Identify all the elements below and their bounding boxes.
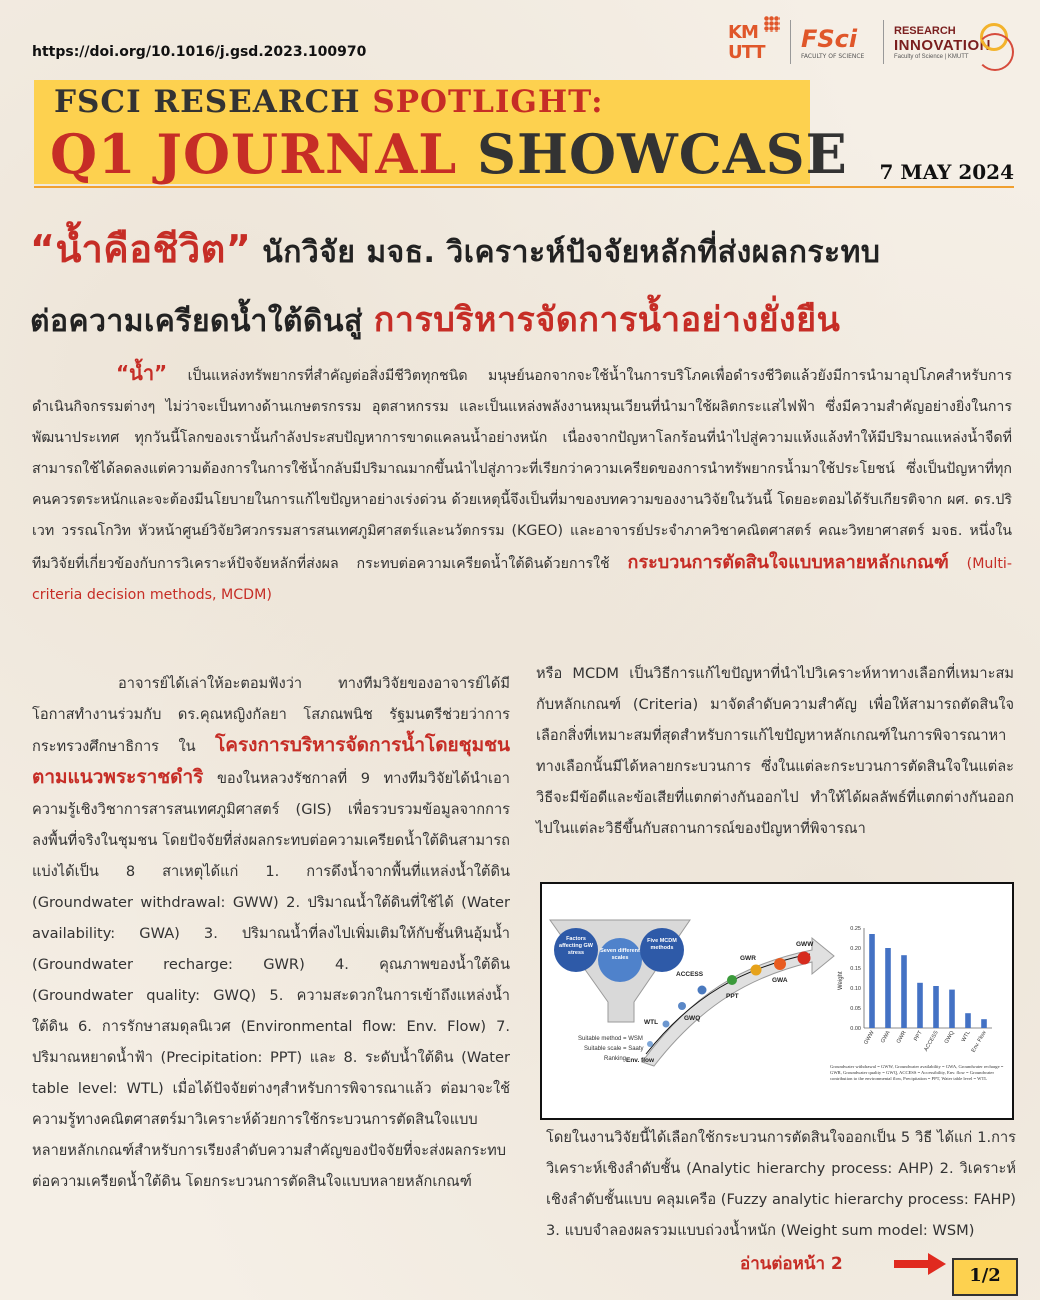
- ri-logo-line3: Faculty of Science | KMUTT: [894, 53, 969, 60]
- bar-ppt: [917, 983, 923, 1028]
- left-col-text-2: ของในหลวงรัชกาลที่ 9 ทางทีมวิจัยได้นำเอาความรู้เชิงวิชาการสารสนเทศภูมิศาสตร์ (GIS) เพื่อรวบรวมข้อมูลจากการลงพื้นที่จริงในชุมชน โดยปัจจัยที่ส่งผลกระทบต่อความเครียดน้ำใต้ดินสามารถแบ่งได้เป็น 8 สาเหตุได้แก่ 1. การดึงน้ำจากพื้นที่แหล่งน้ำใต้ดิน (Groundwater withdrawal: GWW) 2. ปริมาณน้ำใต้ดินที่ใช้ได้ (Water availability: GWA) 3. ปริมาณน้ำที่ลงไปเพิ่มเติมให้กับชั้นหินอุ้มน้ำ (Groundwater recharge: GWR) 4. คุณภาพของน้ำใต้ดิน (Groundwater quality: GWQ) 5. ความสะดวกในการเข้าถึงแหล่งน้ำใต้ดิน 6. การรักษาสมดุลนิเวศ (Environmental flow: Env. Flow) 7. ปริมาณหยาดน้ำฟ้า (Precipitation: PPT) และ 8. ระดับน้ำใต้ดิน (Water table level: WTL) เมื่อได้ปัจจัยต่างๆสำหรับการพิจารณาแล้ว ต่อมาจะใช้ความรู้ทางคณิตศาสตร์มาวิเคราะห์ด้วยการใช้กระบวนการตัดสินใจแบบหลายหลักเกณฑ์สำหรับการเรียงลำดับความสำคัญของปัจจัยที่จะส่งผลกระทบต่อความเครียดน้ำใต้ดิน โดยกระบวนการตัดสินใจแบบหลายหลักเกณฑ์: [32, 770, 510, 1190]
- factor-dot: [663, 1021, 670, 1028]
- ring-icon: [976, 33, 1014, 71]
- funnel-out-ranking: Ranking: [604, 1056, 627, 1062]
- header-divider: [34, 186, 1014, 188]
- bar-gwq: [949, 990, 955, 1028]
- funnel-label-box: [556, 936, 596, 966]
- read-next-page-link[interactable]: อ่านต่อหน้า 2: [740, 1254, 843, 1274]
- x-tick-label: GWW: [863, 1030, 876, 1046]
- factor-dot: [727, 975, 737, 985]
- ri-logo-line1: RESEARCH: [894, 24, 956, 37]
- intro-highlight-en: (Multi-criteria decision methods, MCDM): [32, 556, 1012, 603]
- x-tick-label: GWA: [880, 1030, 892, 1045]
- x-tick-label: Env. Flow: [970, 1030, 988, 1054]
- arrow-right-icon[interactable]: [894, 1253, 946, 1275]
- header-showcase: SHOWCASE: [477, 122, 848, 186]
- y-tick-label: 0.10: [850, 986, 861, 992]
- x-tick-label: PPT: [913, 1030, 924, 1043]
- funnel-label-box: [642, 938, 682, 968]
- factor-label: GWR: [740, 955, 756, 962]
- right-column-lower: โดยในงานวิจัยนี้ได้เลือกใช้กระบวนการตัดสินใจออกเป็น 5 วิธี ได้แก่ 1.การวิเคราะห์เชิงลำดับชั้น (Analytic hierarchy process: AHP) 2. วิเคราะห์เชิงลำดับชั้นแบบ คลุมเครือ (Fuzzy analytic hierarchy process: FAHP) 3. แบบจำลองผลรวมแบบถ่วงน้ำหนัก (Weight sum model: WSM): [546, 1129, 1016, 1239]
- factor-label: WTL: [644, 1019, 659, 1026]
- bar-gwa: [885, 948, 891, 1028]
- factor-dot: [798, 952, 811, 965]
- left-column: [32, 668, 510, 1197]
- logo-divider: [790, 20, 791, 64]
- logo-strip: [728, 14, 1014, 70]
- issue-date: 7 MAY 2024: [879, 160, 1014, 184]
- factor-dot: [698, 986, 707, 995]
- factor-label: GWW: [796, 941, 814, 948]
- factor-label: ACCESS: [676, 971, 704, 978]
- kmutt-logo: [728, 16, 780, 68]
- factor-dot: [774, 958, 786, 970]
- right-column: หรือ MCDM เป็นวิธีการแก้ไขปัญหาที่นำไปวิเคราะห์หาทางเลือกที่เหมาะสมกับหลักเกณฑ์ (Criteria) มาจัดลำดับความสำคัญ เพื่อให้สามารถตัดสินใจเลือกสิ่งที่เหมาะสมที่สุดสำหรับการแก้ไขปัญหาหลักเกณฑ์ในการพิจารณาหาทางเลือกนั้นมีได้หลายกระบวนการ ซึ่งในแต่ละกระบวนการตัดสินใจในแต่ละวิธีจะมีข้อดีและข้อเสียที่แตกต่างกันออกไป ทำให้ได้ผลลัพธ์ที่แตกต่างกันออกไปในแต่ละวิธีขึ้นกับสถานการณ์ของปัญหาที่พิจารณา: [536, 665, 1014, 837]
- logo-divider: [883, 20, 884, 64]
- title-quote: “น้ำคือชีวิต”: [30, 227, 252, 271]
- header-fsci-research: FSCI RESEARCH: [54, 84, 361, 120]
- fsci-logo-text: FSci: [801, 24, 858, 53]
- research-innovation-logo: [894, 25, 1014, 60]
- header-line-2: [50, 122, 848, 186]
- bar-wtl: [965, 1013, 971, 1028]
- y-tick-label: 0.05: [850, 1006, 861, 1012]
- funnel-out-method: Suitable method = WSM: [578, 1036, 643, 1042]
- funnel-label-scales: Seven different scales: [600, 948, 640, 961]
- y-axis-label: Weight: [838, 971, 844, 990]
- factor-dot: [751, 965, 762, 976]
- page-indicator: 1/2: [952, 1258, 1018, 1296]
- left-col-text-1: อาจารย์ได้เล่าให้อะตอมฟังว่า ทางทีมวิจัยของอาจารย์ได้มีโอกาสทำงานร่วมกับ ดร.คุณหญิงกัลยา โสภณพนิช รัฐมนตรีช่วยว่าการกระทรวงศึกษาธิการ ใน: [32, 675, 510, 755]
- kmutt-dots-icon: [764, 16, 780, 32]
- header-spotlight: SPOTLIGHT:: [372, 84, 604, 120]
- header-q1-journal: Q1 JOURNAL: [50, 122, 458, 186]
- bar-gww: [869, 934, 875, 1028]
- fsci-logo-subtitle: FACULTY OF SCIENCE: [801, 52, 865, 60]
- bar-gwr: [901, 955, 907, 1028]
- article-title-line-2: [30, 292, 1020, 346]
- factor-label: GWA: [772, 977, 788, 984]
- y-tick-label: 0.00: [850, 1026, 861, 1032]
- x-tick-label: GWR: [895, 1030, 908, 1045]
- factor-label: Env. flow: [626, 1057, 655, 1064]
- funnel-out-scale: Suitable scale = Saaty: [584, 1046, 644, 1052]
- bar-access: [933, 986, 939, 1028]
- title-highlight: การบริหารจัดการน้ำอย่างยั่งยืน: [373, 300, 841, 340]
- kmutt-logo-top: KM: [728, 22, 758, 43]
- y-tick-label: 0.25: [850, 926, 861, 932]
- doi-link[interactable]: https://doi.org/10.1016/j.gsd.2023.100970: [32, 44, 367, 60]
- bar-env-flow: [981, 1019, 987, 1028]
- title-line-1-text: นักวิจัย มจธ. วิเคราะห์ปัจจัยหลักที่ส่งผลกระทบ: [251, 235, 881, 270]
- intro-body: เป็นแหล่งทรัพยากรที่สำคัญต่อสิ่งมีชีวิตทุกชนิด มนุษย์นอกจากจะใช้น้ำในการบริโภคเพื่อดำรงชีวิตแล้วยังมีการนำมาอุปโภคสำหรับการดำเนินกิจกรรมต่างๆ ไม่ว่าจะเป็นทางด้านเกษตรกรรม อุตสาหกรรม และเป็นแหล่งพลังงานหมุนเวียนที่นำมาใช้ผลิตกระแสไฟฟ้า ซึ่งมีความสำคัญอย่างยิ่งในการพัฒนาประเทศ ทุกวันนี้โลกของเรานั้นกำลังประสบปัญหาการขาดแคลนน้ำอย่างหนัก เนื่องจากปัญหาโลกร้อนที่นำไปสู่ความแห้งแล้งทำให้มีปริมาณแหล่งน้ำจืดที่สามารถใช้ได้ลดลงแต่ความต้องการในการใช้น้ำกลับมีปริมาณมากขึ้นนำไปสู่ภาวะที่เรียกว่าความเครียดของการนำทรัพยากรน้ำมาใช้ประโยชน์ ซึ่งเป็นปัญหาที่ทุกคนควรตระหนักและจะต้องมีนโยบายในการแก้ไขปัญหาอย่างเร่งด่วน ด้วยเหตุนี้จึงเป็นที่มาของบทความของงานวิจัยในวันนี้ โดยอะตอมได้รับเกียรติจาก ผศ. ดร.ปริเวท วรรณโกวิท หัวหน้าศูนย์วิจัยวิศวกรรมสารสนเทศภูมิศาสตร์และนวัตกรรม (KGEO) และอาจารย์ประจำภาควิชาคณิตศาสตร์ คณะวิทยาศาสตร์ มจธ. หนึ่งในทีมวิจัยที่เกี่ยวข้องกับการวิเคราะห์ปัจจัยหลักที่ส่งผล กระทบต่อความเครียดน้ำใต้ดินด้วยการใช้: [32, 368, 1012, 572]
- x-tick-label: ACCESS: [923, 1030, 940, 1053]
- funnel-label-methods: Five MCDM methods: [647, 938, 677, 951]
- y-tick-label: 0.15: [850, 966, 861, 972]
- ri-logo-line2: INNOVATION: [894, 36, 991, 54]
- article-title-line-1: [30, 218, 1020, 279]
- factor-dot: [647, 1041, 653, 1047]
- fsci-logo: [801, 25, 873, 60]
- x-tick-label: WTL: [960, 1030, 972, 1044]
- figure-caption-box: [830, 1064, 1008, 1116]
- title-line-2-text: ต่อความเครียดน้ำใต้ดินสู่: [30, 304, 374, 339]
- intro-highlight: กระบวนการตัดสินใจแบบหลายหลักเกณฑ์: [627, 552, 949, 573]
- intro-paragraph: [32, 358, 1012, 611]
- intro-lead-word: “น้ำ”: [116, 361, 168, 385]
- factor-label: GWQ: [684, 1015, 701, 1022]
- x-tick-label: GWQ: [943, 1030, 956, 1045]
- figure-caption: Groundwater withdrawal = GWW, Groundwater availability = GWA, Groundwater recharge = GWR, Groundwater quality = GWQ, ACCESS = Accessibility, Env. flow = Groundwater contribution to the environmental flow, Precipitation = PPT, Water table level = WTL: [830, 1064, 1004, 1082]
- header-line-1: [54, 84, 604, 120]
- factor-label: PPT: [726, 993, 739, 1000]
- funnel-label-factors: Factors affecting GW stress: [559, 936, 593, 956]
- kmutt-logo-bottom: UTT: [728, 42, 765, 63]
- funnel-label-box: [600, 948, 640, 978]
- figure-svg: [542, 884, 1012, 1118]
- weight-bar-chart: [838, 926, 992, 1054]
- research-figure: [540, 882, 1014, 1120]
- factor-dot: [678, 1002, 686, 1010]
- y-tick-label: 0.20: [850, 946, 861, 952]
- left-col-highlight: โครงการบริหารจัดการน้ำโดยชุมชนตามแนวพระราชดำริ: [32, 734, 510, 788]
